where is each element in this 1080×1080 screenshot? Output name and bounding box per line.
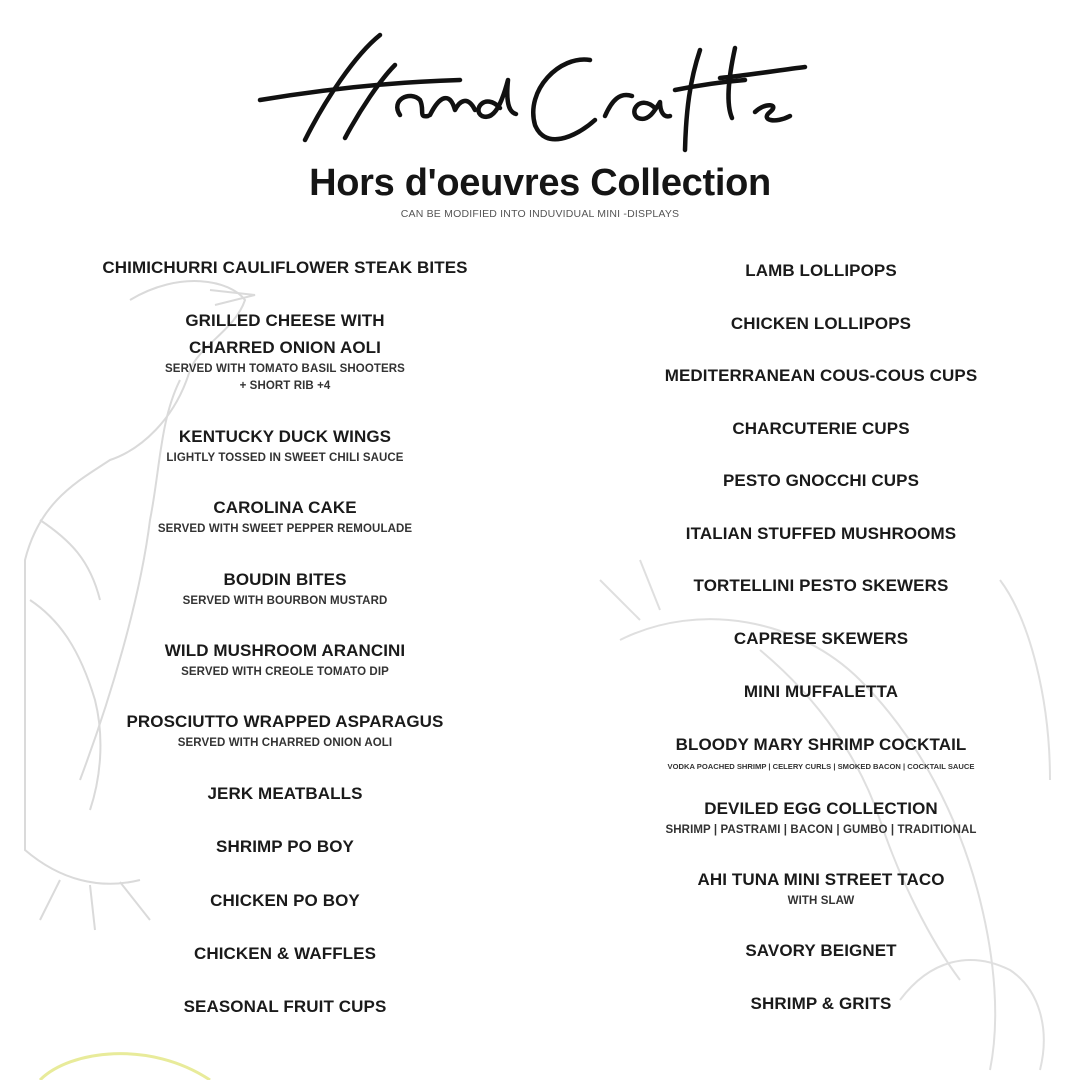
page-title: Hors d'oeuvres Collection bbox=[309, 162, 771, 204]
menu-item-name: MINI MUFFALETTA bbox=[743, 682, 899, 701]
menu-item bbox=[60, 307, 510, 395]
menu-item-name: CHICKEN & WAFFLES bbox=[193, 944, 377, 963]
menu-item-name: BLOODY MARY SHRIMP COCKTAIL bbox=[675, 735, 967, 754]
menu-item bbox=[60, 637, 510, 681]
menu-item-description: VODKA POACHED SHRIMP | CELERY CURLS | SMOKED BACON | COCKTAIL SAUCE bbox=[667, 762, 975, 771]
menu-item-name: CHIMICHURRI CAULIFLOWER STEAK BITES bbox=[102, 258, 468, 277]
menu-item-name: KENTUCKY DUCK WINGS bbox=[178, 427, 392, 446]
menu-item-description: SERVED WITH CREOLE TOMATO DIP bbox=[181, 666, 389, 678]
menu-item-name: CHARCUTERIE CUPS bbox=[732, 419, 910, 438]
menu-item-description: SERVED WITH SWEET PEPPER REMOULADE bbox=[157, 523, 413, 535]
menu-item bbox=[60, 708, 510, 752]
menu-item-name: CAROLINA CAKE bbox=[213, 498, 357, 517]
menu-item bbox=[596, 520, 1046, 547]
menu-item-name: LAMB LOLLIPOPS bbox=[745, 261, 897, 280]
menu-item-name: ITALIAN STUFFED MUSHROOMS bbox=[685, 524, 957, 543]
menu-item-name: MEDITERRANEAN COUS-COUS CUPS bbox=[664, 366, 978, 385]
menu-item-name: SHRIMP & GRITS bbox=[750, 994, 892, 1013]
menu-item-name: PROSCIUTTO WRAPPED ASPARAGUS bbox=[126, 712, 444, 731]
menu-item bbox=[596, 795, 1046, 839]
menu-item bbox=[60, 940, 510, 967]
menu-item-name: CHICKEN PO BOY bbox=[210, 891, 360, 910]
lemon-slice-icon bbox=[40, 1054, 210, 1080]
menu-item-description: SERVED WITH TOMATO BASIL SHOOTERS bbox=[165, 363, 405, 375]
brand-logo bbox=[250, 20, 810, 160]
menu-item-name: GRILLED CHEESE WITH bbox=[185, 311, 385, 330]
menu-item-description: SERVED WITH CHARRED ONION AOLI bbox=[177, 737, 393, 749]
menu-item bbox=[596, 990, 1046, 1017]
menu-item-name: BOUDIN BITES bbox=[223, 570, 347, 589]
menu-item bbox=[596, 415, 1046, 442]
menu-item bbox=[60, 423, 510, 467]
menu-item bbox=[596, 731, 1046, 775]
menu-item bbox=[60, 833, 510, 860]
menu-item-name: SHRIMP PO BOY bbox=[216, 837, 354, 856]
menu-item bbox=[60, 254, 510, 281]
menu-item-name: SAVORY BEIGNET bbox=[745, 941, 897, 960]
menu-item-name: CAPRESE SKEWERS bbox=[733, 629, 909, 648]
menu-item-name-line2: CHARRED ONION AOLI bbox=[189, 338, 381, 357]
menu-item bbox=[596, 678, 1046, 705]
menu-item bbox=[596, 310, 1046, 337]
menu-item bbox=[596, 467, 1046, 494]
menu-item bbox=[596, 362, 1046, 389]
menu-item-description: LIGHTLY TOSSED IN SWEET CHILI SAUCE bbox=[166, 452, 404, 464]
menu-item bbox=[596, 572, 1046, 599]
menu-item-name: WILD MUSHROOM ARANCINI bbox=[164, 641, 406, 660]
menu-item bbox=[596, 257, 1046, 284]
menu-item bbox=[60, 566, 510, 610]
menu-item bbox=[60, 780, 510, 807]
menu-item-name: AHI TUNA MINI STREET TACO bbox=[697, 870, 945, 889]
menu-item-description-line2: + SHORT RIB +4 bbox=[239, 380, 331, 392]
menu-item-name: DEVILED EGG COLLECTION bbox=[704, 799, 938, 818]
menu-item-description: SHRIMP | PASTRAMI | BACON | GUMBO | TRADITIONAL bbox=[665, 824, 977, 836]
menu-item bbox=[596, 866, 1046, 910]
menu-item bbox=[596, 937, 1046, 964]
menu-item bbox=[60, 887, 510, 914]
menu-item-name: PESTO GNOCCHI CUPS bbox=[722, 471, 920, 490]
menu-item-name: TORTELLINI PESTO SKEWERS bbox=[693, 576, 949, 595]
menu-item-name: JERK MEATBALLS bbox=[207, 784, 363, 803]
menu-item-name: CHICKEN LOLLIPOPS bbox=[730, 314, 912, 333]
menu-item-description: SERVED WITH BOURBON MUSTARD bbox=[182, 595, 388, 607]
menu-item bbox=[596, 625, 1046, 652]
menu-item-description: WITH SLAW bbox=[787, 895, 855, 907]
menu-item-name: SEASONAL FRUIT CUPS bbox=[183, 997, 387, 1016]
page-subtitle: CAN BE MODIFIED INTO INDUVIDUAL MINI -DISPLAYS bbox=[400, 208, 680, 220]
menu-item bbox=[60, 993, 510, 1020]
menu-item bbox=[60, 494, 510, 538]
